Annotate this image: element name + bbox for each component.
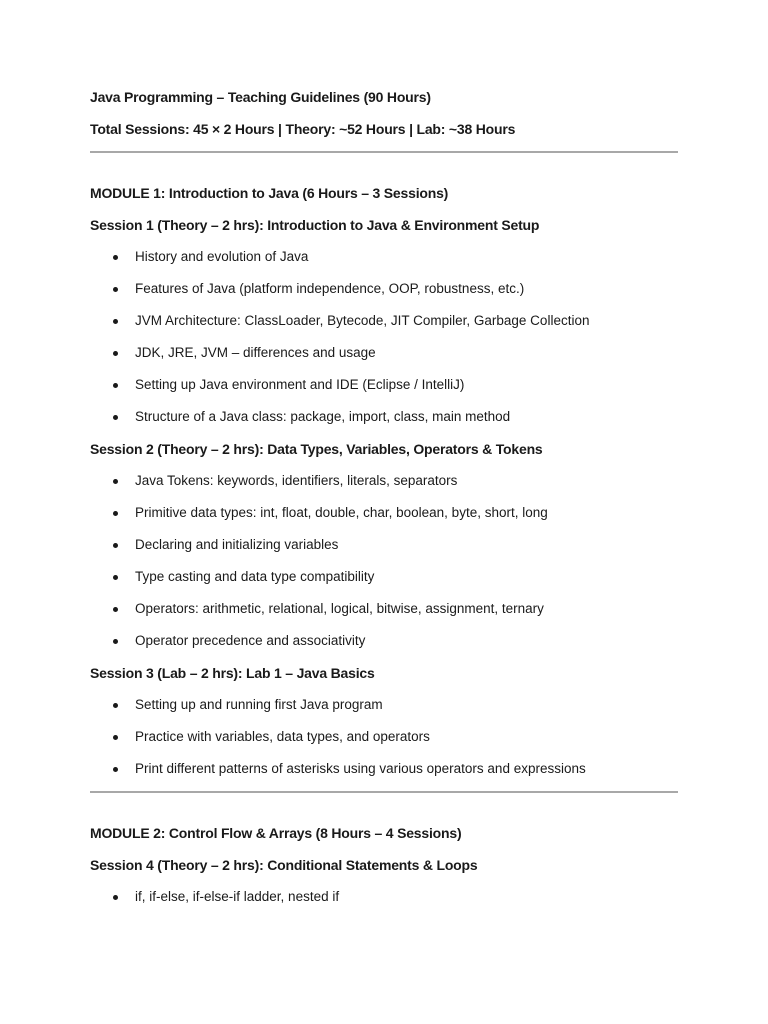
session-3-list bbox=[90, 696, 678, 778]
bullet-icon bbox=[113, 607, 118, 612]
list-item: Operators: arithmetic, relational, logical, bitwise, assignment, ternary bbox=[90, 600, 678, 618]
section-divider bbox=[90, 791, 678, 793]
bullet-icon bbox=[113, 319, 118, 324]
list-item: Structure of a Java class: package, import, class, main method bbox=[90, 408, 678, 426]
bullet-icon bbox=[113, 383, 118, 388]
document-title: Java Programming – Teaching Guidelines (90 Hours) bbox=[90, 89, 431, 105]
list-item: Operator precedence and associativity bbox=[90, 632, 678, 650]
bullet-icon bbox=[113, 895, 118, 900]
bullet-icon bbox=[113, 511, 118, 516]
list-item: Primitive data types: int, float, double, char, boolean, byte, short, long bbox=[90, 504, 678, 522]
bullet-icon bbox=[113, 543, 118, 548]
list-item: History and evolution of Java bbox=[90, 248, 678, 266]
list-item: Java Tokens: keywords, identifiers, literals, separators bbox=[90, 472, 678, 490]
session-1-list bbox=[90, 248, 678, 426]
document-page bbox=[90, 88, 678, 906]
bullet-icon bbox=[113, 575, 118, 580]
bullet-icon bbox=[113, 735, 118, 740]
list-item: JDK, JRE, JVM – differences and usage bbox=[90, 344, 678, 362]
session-3-title: Session 3 (Lab – 2 hrs): Lab 1 – Java Basics bbox=[90, 665, 375, 681]
bullet-icon bbox=[113, 479, 118, 484]
session-2-title: Session 2 (Theory – 2 hrs): Data Types, Variables, Operators & Tokens bbox=[90, 441, 543, 457]
session-4-list bbox=[90, 888, 678, 906]
list-item: JVM Architecture: ClassLoader, Bytecode, JIT Compiler, Garbage Collection bbox=[90, 312, 678, 330]
sessions-summary: Total Sessions: 45 × 2 Hours | Theory: ~52 Hours | Lab: ~38 Hours bbox=[90, 121, 516, 137]
bullet-icon bbox=[113, 767, 118, 772]
bullet-icon bbox=[113, 703, 118, 708]
session-4-title: Session 4 (Theory – 2 hrs): Conditional Statements & Loops bbox=[90, 857, 478, 873]
bullet-icon bbox=[113, 255, 118, 260]
list-item: Print different patterns of asterisks using various operators and expressions bbox=[90, 760, 678, 778]
module-2-title: MODULE 2: Control Flow & Arrays (8 Hours – 4 Sessions) bbox=[90, 825, 462, 841]
list-item: Declaring and initializing variables bbox=[90, 536, 678, 554]
session-2-list bbox=[90, 472, 678, 650]
module-1-title: MODULE 1: Introduction to Java (6 Hours – 3 Sessions) bbox=[90, 185, 449, 201]
bullet-icon bbox=[113, 639, 118, 644]
session-1-title: Session 1 (Theory – 2 hrs): Introduction to Java & Environment Setup bbox=[90, 217, 540, 233]
list-item: Setting up and running first Java program bbox=[90, 696, 678, 714]
list-item: Practice with variables, data types, and operators bbox=[90, 728, 678, 746]
bullet-icon bbox=[113, 415, 118, 420]
list-item: Features of Java (platform independence, OOP, robustness, etc.) bbox=[90, 280, 678, 298]
bullet-icon bbox=[113, 287, 118, 292]
section-divider bbox=[90, 151, 678, 153]
list-item: Type casting and data type compatibility bbox=[90, 568, 678, 586]
bullet-icon bbox=[113, 351, 118, 356]
list-item: Setting up Java environment and IDE (Eclipse / IntelliJ) bbox=[90, 376, 678, 394]
list-item: if, if-else, if-else-if ladder, nested if bbox=[90, 888, 678, 906]
